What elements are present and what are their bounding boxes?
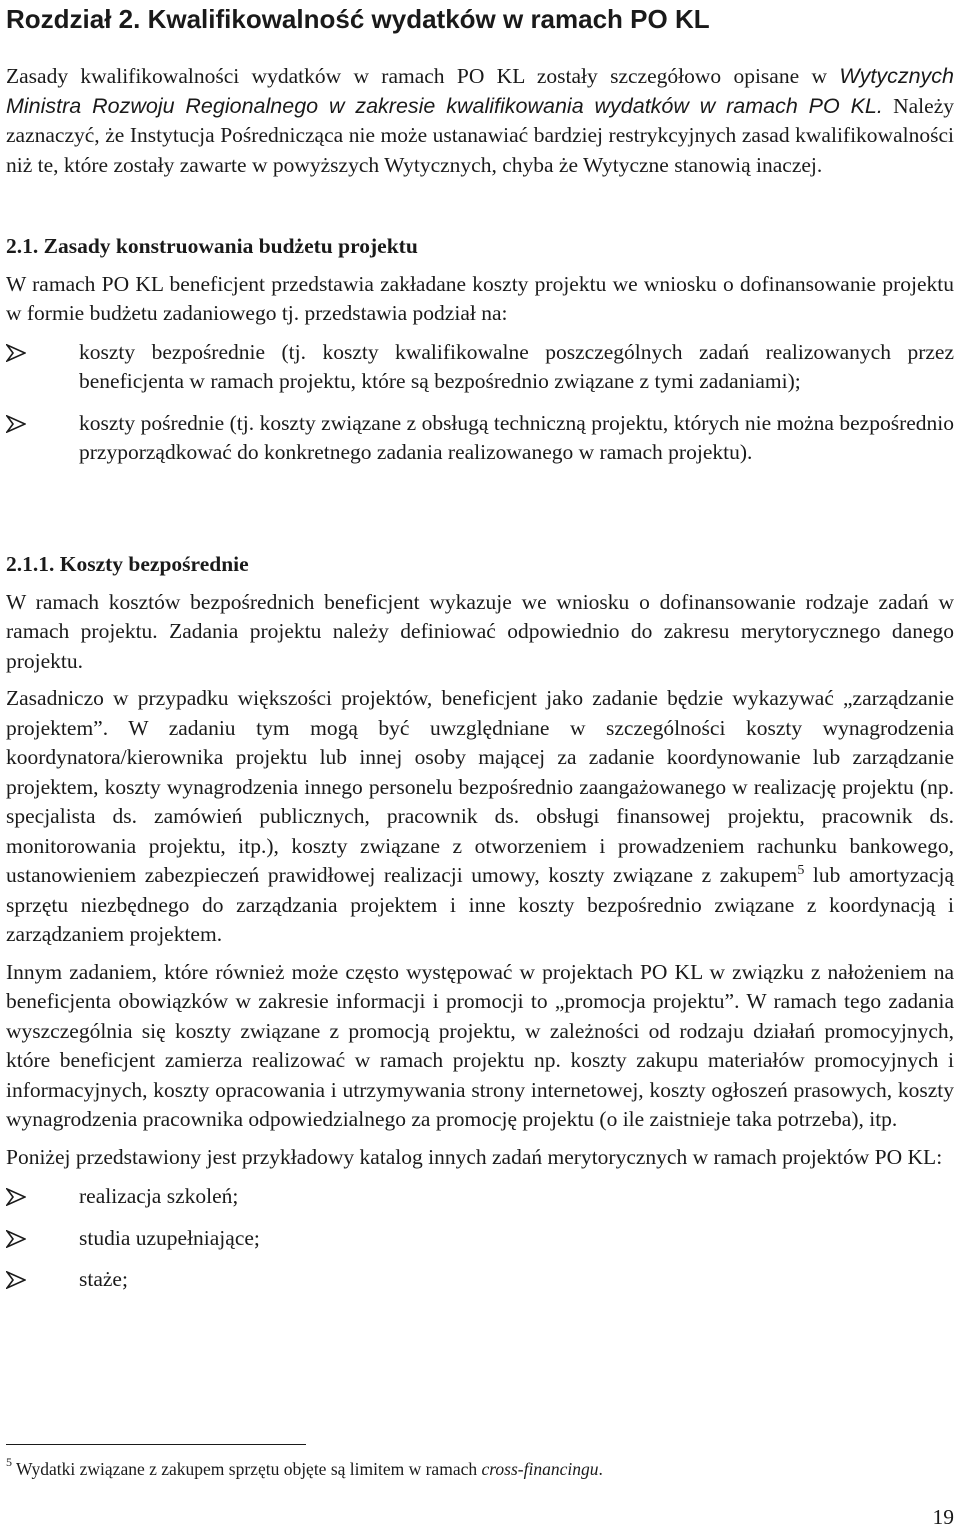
- paragraph-text: Zasadniczo w przypadku większości projektów, beneficjent jako zadanie będzie wykazywać „zarządzanie projektem”. W zadaniu tym mogą być uwzględniane w szczególności koszty wynagrodzenia koordynatora/kierownika projektu lub innej osoby mającej za zadanie koordynowanie lub zarządzanie projektem, koszty wynagrodzenia innego personelu bezpośrednio zaangażowanego w realizację projektu (np. specjalista ds. zamówień publicznych, pracownik ds. obsługi finansowej projektu, pracownik ds. monitorowania projektu, itp.), koszty związane z otworzeniem i prowadzeniem rachunku bankowego, ustanowieniem zabezpieczeń prawidłowej realizacji umowy, koszty związane z zakupem: [6, 686, 954, 887]
- footnote-text: Wydatki związane z zakupem sprzętu objęte są limitem w ramach: [12, 1458, 482, 1479]
- footnote-text-end: .: [598, 1458, 603, 1479]
- list-item: [6, 1265, 954, 1295]
- list-item: [6, 1182, 954, 1212]
- page-number: 19: [932, 1505, 954, 1529]
- list-item-text: staże;: [79, 1267, 128, 1291]
- cost-types-list: [6, 338, 954, 468]
- arrow-bullet-icon: [6, 1230, 26, 1248]
- arrow-bullet-icon: [6, 1271, 26, 1289]
- paragraph: Poniżej przedstawiony jest przykładowy katalog innych zadań merytorycznych w ramach projektów PO KL:: [6, 1144, 943, 1169]
- list-item: [6, 1224, 954, 1254]
- intro-paragraph: [6, 62, 954, 180]
- footnote-ref: 5: [797, 863, 805, 878]
- footnote-italic: cross-financingu: [481, 1458, 599, 1479]
- section-heading: 2.1.1. Koszty bezpośrednie: [6, 552, 249, 576]
- intro-italic: Wytycznych Ministra Rozwoju Regionalnego w zakresie kwalifikowania wydatków w ramach PO KL.: [6, 64, 954, 118]
- list-item-text: realizacja szkoleń;: [79, 1184, 239, 1208]
- section-paragraph: W ramach PO KL beneficjent przedstawia zakładane koszty projektu we wniosku o dofinansowanie projektu w formie budżetu zadaniowego tj. przedstawia podział na:: [6, 271, 954, 325]
- paragraph-text: lub amortyzacją sprzętu niezbędnego do zarządzania projektem i inne koszty bezpośrednio związane z koordynacją i zarządzaniem projektem.: [6, 863, 954, 946]
- list-item-text: koszty pośrednie (tj. koszty związane z obsługą techniczną projektu, których nie można bezpośrednio przyporządkować do konkretnego zadania realizowanego w ramach projektu).: [79, 410, 954, 464]
- paragraph: [6, 684, 954, 950]
- intro-text: Zasady kwalifikowalności wydatków w ramach PO KL zostały szczegółowo opisane w: [6, 64, 840, 88]
- list-item-text: koszty bezpośrednie (tj. koszty kwalifikowalne poszczególnych zadań realizowanych przez beneficjenta w ramach projektu, które są bezpośrednio związane z tymi zadaniami);: [79, 339, 954, 393]
- chapter-title: Rozdział 2. Kwalifikowalność wydatków w ramach PO KL: [6, 4, 710, 34]
- section-heading: 2.1. Zasady konstruowania budżetu projektu: [6, 234, 418, 258]
- paragraph: Innym zadaniem, które również może często występować w projektach PO KL w związku z nałożeniem na beneficjenta obowiązków w zakresie informacji i promocji to „promocja projektu”. W ramach tego zadania wyszczególnia się koszty związane z promocją projektu, w zależności od rodzaju działań promocyjnych, które beneficjent zamierza realizować w ramach projektu np. koszty zakupu materiałów promocyjnych i informacyjnych, koszty opracowania i utrzymywania strony internetowej, koszty ogłoszeń prasowych, koszty wynagrodzenia pracownika odpowiedzialnego za promocję projektu (o ile zaistnieje taka potrzeba), itp.: [6, 959, 954, 1131]
- list-item-text: studia uzupełniające;: [79, 1225, 260, 1250]
- section-2-1-1: [6, 550, 954, 1307]
- footnote: [6, 1452, 603, 1481]
- arrow-bullet-icon: [6, 1188, 26, 1206]
- footnote-number: 5: [6, 1455, 12, 1469]
- paragraph: W ramach kosztów bezpośrednich beneficjent wykazuje we wniosku o dofinansowanie rodzaje zadań w ramach projektu. Zadania projektu należy definiować odpowiednio do zakresu merytorycznego danego projektu.: [6, 589, 954, 673]
- tasks-list: [6, 1182, 954, 1295]
- footnote-divider: [6, 1444, 306, 1445]
- section-2-1: [6, 232, 954, 468]
- list-item: [6, 409, 954, 468]
- arrow-bullet-icon: [6, 344, 26, 362]
- intro-text-after: Należy zaznaczyć, że Instytucja Pośrednicząca nie może ustanawiać bardziej restrykcyjnych zasad kwalifikowalności niż te, które zostały zawarte w powyższych Wytycznych, chyba że Wytyczne stanowią inaczej.: [6, 93, 954, 177]
- list-item: [6, 338, 954, 397]
- arrow-bullet-icon: [6, 415, 26, 433]
